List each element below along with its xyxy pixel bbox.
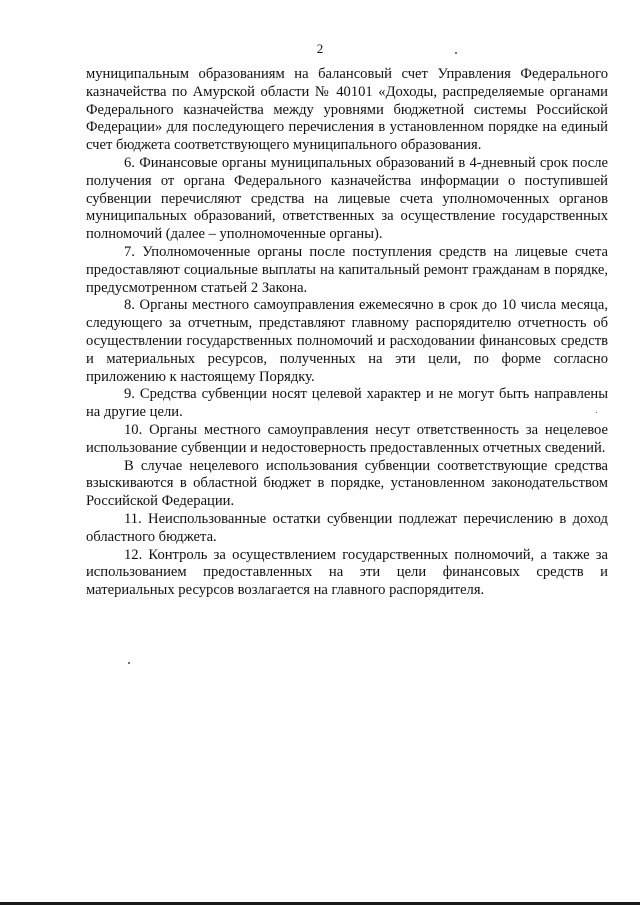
- paragraph-item-7: 7. Уполномоченные органы после поступления средств на лицевые счета предоставляют социальные выплаты на капитальный ремонт гражданам в порядке, предусмотренном статьей 2 Закона.: [86, 243, 608, 296]
- scan-speck: [596, 412, 597, 413]
- paragraph-item-10: 10. Органы местного самоуправления несут ответственность за нецелевое использование субвенции и недостоверность предоставленных отчетных сведений.: [86, 421, 608, 456]
- scan-speck: [455, 52, 457, 54]
- paragraph-item-9: 9. Средства субвенции носят целевой характер и не могут быть направлены на другие цели.: [86, 386, 608, 421]
- paragraph-misuse-recovery: В случае нецелевого использования субвенции соответствующие средства взыскиваются в областной бюджет в порядке, установленном законодательством Российской Федерации.: [86, 457, 608, 510]
- paragraph-item-11: 11. Неиспользованные остатки субвенции подлежат перечислению в доход областного бюджета.: [86, 510, 608, 545]
- paragraph-item-6: 6. Финансовые органы муниципальных образований в 4-дневный срок после получения от органа Федерального казначейства информации о поступившей субвенции перечисляют средства на лицевые счета уполномоченных органов муниципальных образований, ответственных за осуществление государственных полномочий (далее – уполномоченные органы).: [86, 154, 608, 243]
- paragraph-item-12: 12. Контроль за осуществлением государственных полномочий, а также за использованием предоставленных на эти цели финансовых средств и материальных ресурсов возлагается на главного распорядителя.: [86, 546, 608, 599]
- page-number: 2: [316, 41, 324, 56]
- scan-speck: [128, 662, 130, 664]
- document-body: [86, 66, 608, 600]
- paragraph-continuation: муниципальным образованиям на балансовый счет Управления Федерального казначейства по Амурской области № 40101 «Доходы, распределяемые органами Федерального казначейства между уровнями бюджетной системы Российской Федерации» для последующего перечисления в установленном порядке на единый счет бюджета соответствующего муниципального образования.: [86, 66, 608, 154]
- paragraph-item-8: 8. Органы местного самоуправления ежемесячно в срок до 10 числа месяца, следующего за отчетным, представляют главному распорядителю отчетность об осуществлении государственных полномочий и расходовании финансовых средств и материальных ресурсов, полученных на эти цели, по форме согласно приложению к настоящему Порядку.: [86, 297, 608, 385]
